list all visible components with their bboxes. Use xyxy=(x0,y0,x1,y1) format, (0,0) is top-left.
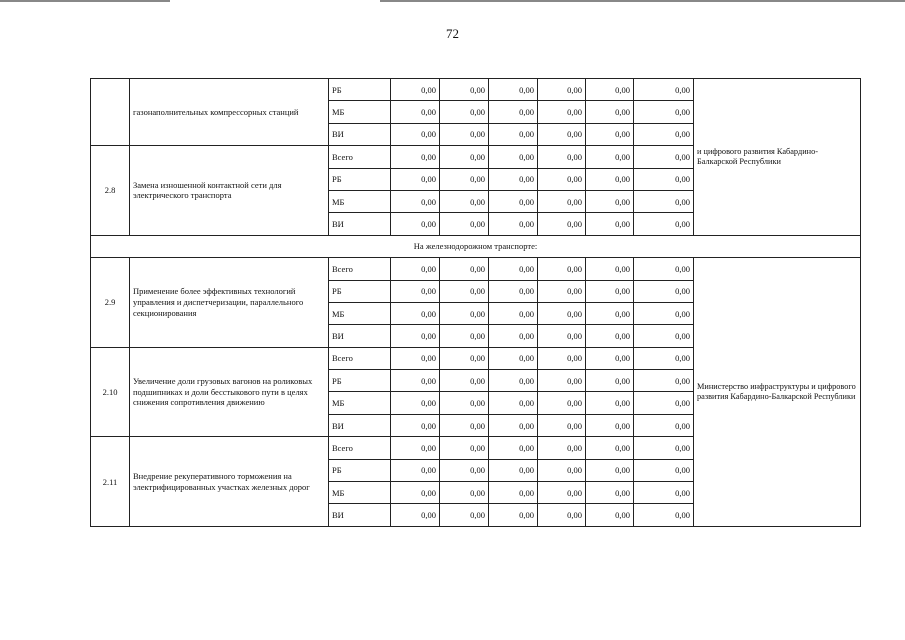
value-cell: 0,00 xyxy=(440,123,489,145)
value-cell: 0,00 xyxy=(538,258,586,280)
value-cell: 0,00 xyxy=(634,347,694,369)
executor-cell: Министерство инфраструктуры и цифрового развития Кабардино-Балкарской Республики xyxy=(694,258,861,527)
value-cell: 0,00 xyxy=(586,437,634,459)
value-cell: 0,00 xyxy=(440,437,489,459)
source-cell: РБ xyxy=(329,280,391,302)
value-cell: 0,00 xyxy=(489,280,538,302)
table-row xyxy=(91,258,861,280)
value-cell: 0,00 xyxy=(489,392,538,414)
value-cell: 0,00 xyxy=(586,280,634,302)
value-cell: 0,00 xyxy=(634,392,694,414)
source-cell: Всего xyxy=(329,258,391,280)
source-cell: МБ xyxy=(329,302,391,324)
value-cell: 0,00 xyxy=(586,168,634,190)
item-name: Увеличение доли грузовых вагонов на роликовых подшипниках и доли бесстыкового пути в целях снижения сопротивления движению xyxy=(130,347,329,437)
item-name: газонаполнительных компрессорных станций xyxy=(130,79,329,146)
source-cell: РБ xyxy=(329,168,391,190)
value-cell: 0,00 xyxy=(634,414,694,436)
value-cell: 0,00 xyxy=(538,280,586,302)
value-cell: 0,00 xyxy=(489,459,538,481)
value-cell: 0,00 xyxy=(489,101,538,123)
value-cell: 0,00 xyxy=(634,190,694,212)
section-title: На железнодорожном транспорте: xyxy=(91,235,861,257)
value-cell: 0,00 xyxy=(538,370,586,392)
value-cell: 0,00 xyxy=(489,213,538,235)
source-cell: МБ xyxy=(329,190,391,212)
item-number: 2.10 xyxy=(91,347,130,437)
value-cell: 0,00 xyxy=(538,347,586,369)
value-cell: 0,00 xyxy=(391,370,440,392)
value-cell: 0,00 xyxy=(440,280,489,302)
value-cell: 0,00 xyxy=(538,392,586,414)
value-cell: 0,00 xyxy=(538,325,586,347)
value-cell: 0,00 xyxy=(391,101,440,123)
value-cell: 0,00 xyxy=(440,258,489,280)
value-cell: 0,00 xyxy=(489,146,538,168)
source-cell: МБ xyxy=(329,392,391,414)
value-cell: 0,00 xyxy=(489,437,538,459)
value-cell: 0,00 xyxy=(391,437,440,459)
value-cell: 0,00 xyxy=(489,123,538,145)
source-cell: МБ xyxy=(329,101,391,123)
value-cell: 0,00 xyxy=(586,459,634,481)
value-cell: 0,00 xyxy=(634,79,694,101)
page-number: 72 xyxy=(446,26,459,41)
value-cell: 0,00 xyxy=(440,168,489,190)
value-cell: 0,00 xyxy=(440,459,489,481)
source-cell: РБ xyxy=(329,79,391,101)
source-cell: РБ xyxy=(329,459,391,481)
value-cell: 0,00 xyxy=(391,146,440,168)
value-cell: 0,00 xyxy=(538,190,586,212)
value-cell: 0,00 xyxy=(586,482,634,504)
source-cell: ВИ xyxy=(329,504,391,526)
value-cell: 0,00 xyxy=(391,347,440,369)
source-cell: Всего xyxy=(329,146,391,168)
value-cell: 0,00 xyxy=(586,370,634,392)
value-cell: 0,00 xyxy=(440,370,489,392)
value-cell: 0,00 xyxy=(634,213,694,235)
value-cell: 0,00 xyxy=(489,482,538,504)
value-cell: 0,00 xyxy=(489,504,538,526)
value-cell: 0,00 xyxy=(391,280,440,302)
scan-edge-left xyxy=(0,0,170,2)
value-cell: 0,00 xyxy=(538,459,586,481)
value-cell: 0,00 xyxy=(634,146,694,168)
value-cell: 0,00 xyxy=(489,168,538,190)
value-cell: 0,00 xyxy=(440,347,489,369)
value-cell: 0,00 xyxy=(391,482,440,504)
source-cell: ВИ xyxy=(329,414,391,436)
value-cell: 0,00 xyxy=(391,123,440,145)
value-cell: 0,00 xyxy=(391,459,440,481)
value-cell: 0,00 xyxy=(391,325,440,347)
source-cell: ВИ xyxy=(329,123,391,145)
value-cell: 0,00 xyxy=(538,213,586,235)
value-cell: 0,00 xyxy=(440,101,489,123)
value-cell: 0,00 xyxy=(538,482,586,504)
value-cell: 0,00 xyxy=(489,325,538,347)
value-cell: 0,00 xyxy=(489,190,538,212)
item-number: 2.11 xyxy=(91,437,130,527)
value-cell: 0,00 xyxy=(586,258,634,280)
value-cell: 0,00 xyxy=(391,302,440,324)
value-cell: 0,00 xyxy=(538,123,586,145)
value-cell: 0,00 xyxy=(440,190,489,212)
value-cell: 0,00 xyxy=(391,414,440,436)
value-cell: 0,00 xyxy=(440,325,489,347)
value-cell: 0,00 xyxy=(391,79,440,101)
value-cell: 0,00 xyxy=(489,370,538,392)
value-cell: 0,00 xyxy=(634,101,694,123)
value-cell: 0,00 xyxy=(586,414,634,436)
item-number xyxy=(91,79,130,146)
item-name: Замена изношенной контактной сети для электрического транспорта xyxy=(130,146,329,236)
value-cell: 0,00 xyxy=(634,482,694,504)
value-cell: 0,00 xyxy=(538,437,586,459)
value-cell: 0,00 xyxy=(391,504,440,526)
value-cell: 0,00 xyxy=(634,370,694,392)
value-cell: 0,00 xyxy=(440,79,489,101)
value-cell: 0,00 xyxy=(489,79,538,101)
value-cell: 0,00 xyxy=(634,302,694,324)
value-cell: 0,00 xyxy=(538,504,586,526)
value-cell: 0,00 xyxy=(634,123,694,145)
table-row xyxy=(91,79,861,101)
source-cell: ВИ xyxy=(329,213,391,235)
value-cell: 0,00 xyxy=(538,79,586,101)
value-cell: 0,00 xyxy=(489,258,538,280)
value-cell: 0,00 xyxy=(586,504,634,526)
item-name: Внедрение рекуперативного торможения на электрифицированных участках железных дорог xyxy=(130,437,329,527)
value-cell: 0,00 xyxy=(391,258,440,280)
scan-edge-right xyxy=(380,0,905,2)
source-cell: Всего xyxy=(329,437,391,459)
value-cell: 0,00 xyxy=(586,101,634,123)
value-cell: 0,00 xyxy=(634,258,694,280)
source-cell: Всего xyxy=(329,347,391,369)
value-cell: 0,00 xyxy=(538,414,586,436)
value-cell: 0,00 xyxy=(586,392,634,414)
value-cell: 0,00 xyxy=(538,101,586,123)
value-cell: 0,00 xyxy=(634,504,694,526)
value-cell: 0,00 xyxy=(586,190,634,212)
value-cell: 0,00 xyxy=(586,325,634,347)
source-cell: МБ xyxy=(329,482,391,504)
source-cell: ВИ xyxy=(329,325,391,347)
value-cell: 0,00 xyxy=(634,325,694,347)
value-cell: 0,00 xyxy=(538,168,586,190)
item-number: 2.9 xyxy=(91,258,130,348)
value-cell: 0,00 xyxy=(538,146,586,168)
value-cell: 0,00 xyxy=(586,79,634,101)
source-cell: РБ xyxy=(329,370,391,392)
item-number: 2.8 xyxy=(91,146,130,236)
value-cell: 0,00 xyxy=(391,190,440,212)
value-cell: 0,00 xyxy=(391,213,440,235)
value-cell: 0,00 xyxy=(634,280,694,302)
value-cell: 0,00 xyxy=(634,168,694,190)
value-cell: 0,00 xyxy=(489,302,538,324)
value-cell: 0,00 xyxy=(489,347,538,369)
value-cell: 0,00 xyxy=(440,504,489,526)
value-cell: 0,00 xyxy=(440,392,489,414)
value-cell: 0,00 xyxy=(586,213,634,235)
value-cell: 0,00 xyxy=(634,459,694,481)
section-row xyxy=(91,235,861,257)
value-cell: 0,00 xyxy=(440,302,489,324)
value-cell: 0,00 xyxy=(489,414,538,436)
value-cell: 0,00 xyxy=(586,347,634,369)
value-cell: 0,00 xyxy=(440,146,489,168)
value-cell: 0,00 xyxy=(586,123,634,145)
value-cell: 0,00 xyxy=(586,146,634,168)
value-cell: 0,00 xyxy=(391,392,440,414)
value-cell: 0,00 xyxy=(440,414,489,436)
value-cell: 0,00 xyxy=(440,482,489,504)
value-cell: 0,00 xyxy=(440,213,489,235)
value-cell: 0,00 xyxy=(634,437,694,459)
value-cell: 0,00 xyxy=(538,302,586,324)
item-name: Применение более эффективных технологий управления и диспетчеризации, параллельного секционирования xyxy=(130,258,329,348)
value-cell: 0,00 xyxy=(391,168,440,190)
executor-cell: и цифрового развития Кабардино-Балкарской Республики xyxy=(694,79,861,236)
funding-table xyxy=(90,78,861,527)
value-cell: 0,00 xyxy=(586,302,634,324)
